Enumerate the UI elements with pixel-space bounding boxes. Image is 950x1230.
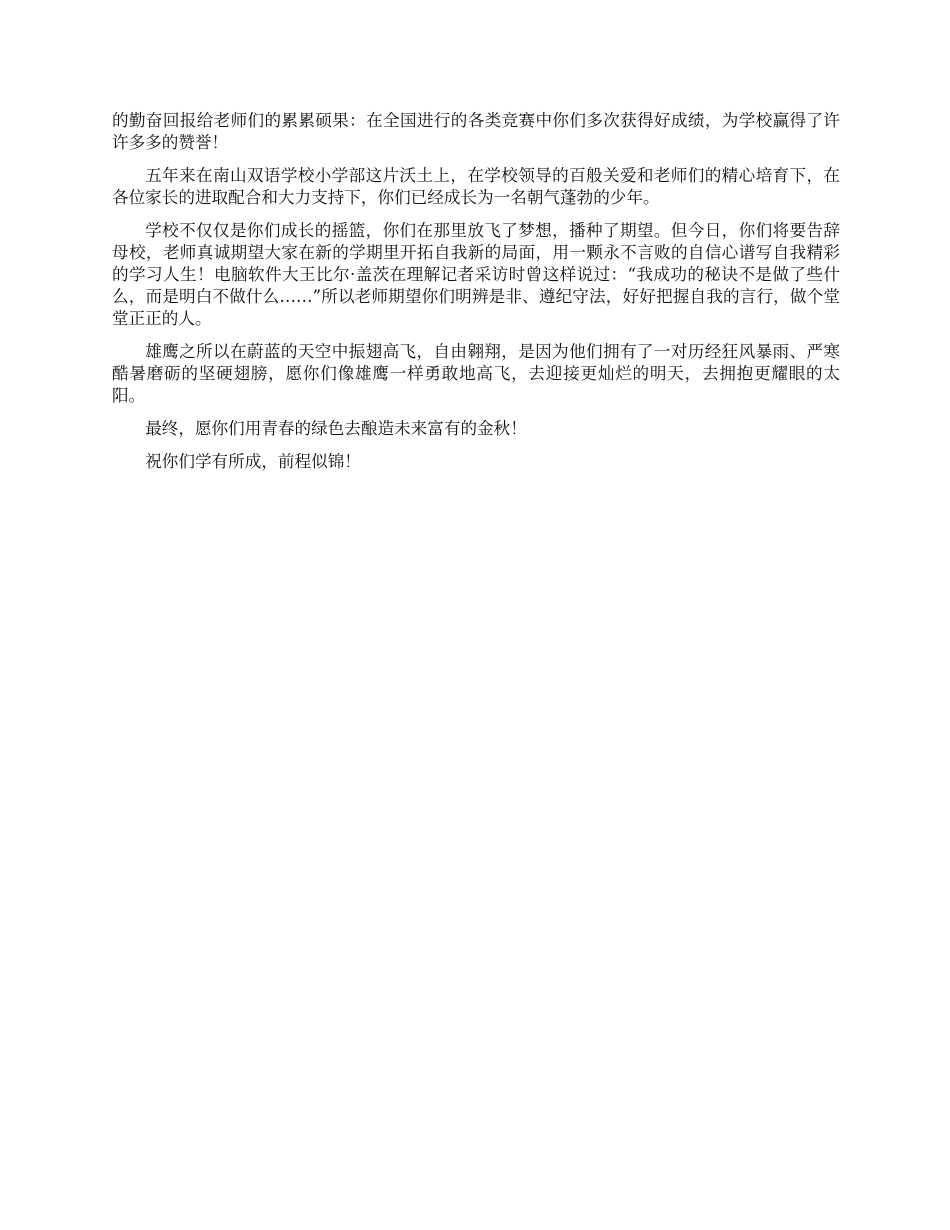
paragraph-2: 五年来在南山双语学校小学部这片沃土上，在学校领导的百般关爱和老师们的精心培育下，在各位家长的进取配合和大力支持下，你们已经成长为一名朝气蓬勃的少年。 xyxy=(112,166,840,207)
paragraph-3: 学校不仅仅是你们成长的摇篮，你们在那里放飞了梦想，播种了期望。但今日，你们将要告辞母校，老师真诚期望大家在新的学期里开拓自我新的局面，用一颗永不言败的自信心谱写自我精彩的学习人生！电脑软件大王比尔·盖茨在理解记者采访时曾这样说过：“我成功的秘诀不是做了些什么，而是明白不做什么……”所以老师期望你们明辨是非、遵纪守法，好好把握自我的言行，做个堂堂正正的人。 xyxy=(112,221,840,328)
document-body xyxy=(112,110,840,473)
paragraph-4: 雄鹰之所以在蔚蓝的天空中振翅高飞，自由翱翔，是因为他们拥有了一对历经狂风暴雨、严寒酷暑磨砺的坚硬翅膀，愿你们像雄鹰一样勇敢地高飞，去迎接更灿烂的明天，去拥抱更耀眼的太阳。 xyxy=(112,342,840,405)
paragraph-1: 的勤奋回报给老师们的累累硕果：在全国进行的各类竞赛中你们多次获得好成绩，为学校赢得了许许多多的赞誉！ xyxy=(112,111,840,152)
paragraph-5: 最终，愿你们用青春的绿色去酿造未来富有的金秋！ xyxy=(145,419,527,438)
paragraph-6: 祝你们学有所成，前程似锦！ xyxy=(145,452,361,471)
